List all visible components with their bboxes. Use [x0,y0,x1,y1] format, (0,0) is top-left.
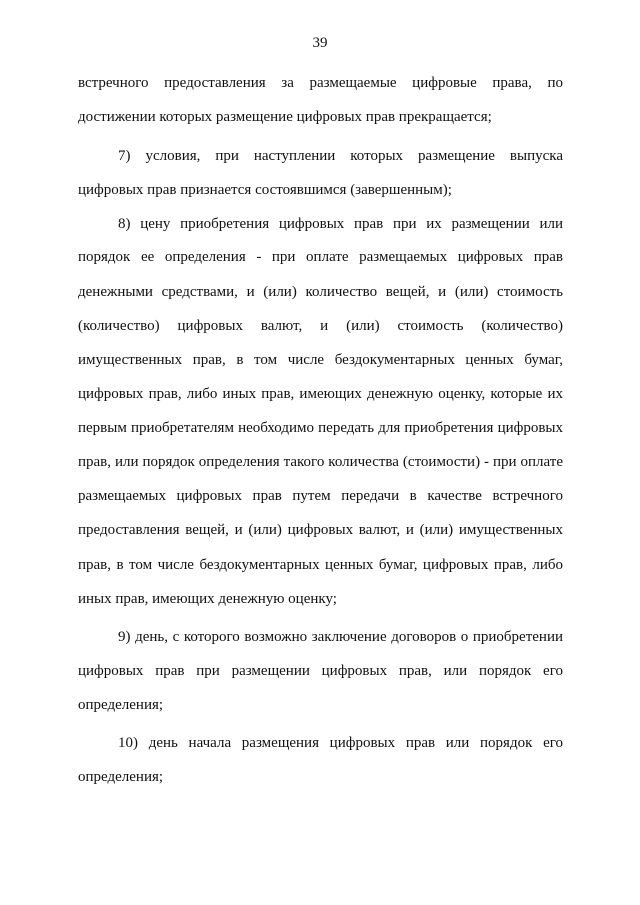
text-line: 8) цену приобретения цифровых прав при их размещении или [118,216,563,232]
text-line: цифровых прав при размещении цифровых прав, или порядок его [78,663,563,679]
text-line: денежными средствами, и (или) количество вещей, и (или) стоимость [78,284,563,300]
text-line: иных прав, имеющих денежную оценку; [78,591,337,607]
text-line: встречного предоставления за размещаемые цифровые права, по [78,75,563,91]
text-line: имущественных прав, в том числе бездокументарных ценных бумаг, [78,352,563,368]
text-line: первым приобретателям необходимо передать для приобретения цифровых [78,420,563,436]
page-number: 39 [312,35,328,51]
text-line: цифровых прав, либо иных прав, имеющих денежную оценку, которые их [78,386,563,402]
text-line: определения; [78,769,164,785]
text-line: 9) день, с которого возможно заключение договоров о приобретении [118,629,563,645]
text-line: 10) день начала размещения цифровых прав или порядок его [118,735,563,751]
text-line: достижении которых размещение цифровых прав прекращается; [78,109,492,125]
text-line: размещаемых цифровых прав путем передачи в качестве встречного [78,488,563,504]
text-line: 7) условия, при наступлении которых размещение выпуска [118,148,563,164]
text-line: порядок ее определения - при оплате размещаемых цифровых прав [78,249,563,265]
text-line: определения; [78,697,164,713]
text-line: прав, в том числе бездокументарных ценных бумаг, цифровых прав, либо [78,557,563,573]
text-line: цифровых прав признается состоявшимся (завершенным); [78,182,452,198]
text-line: (количество) цифровых валют, и (или) стоимость (количество) [78,318,563,334]
text-line: прав, или порядок определения такого количества (стоимости) - при оплате [78,454,563,470]
text-line: предоставления вещей, и (или) цифровых валют, и (или) имущественных [78,522,563,538]
